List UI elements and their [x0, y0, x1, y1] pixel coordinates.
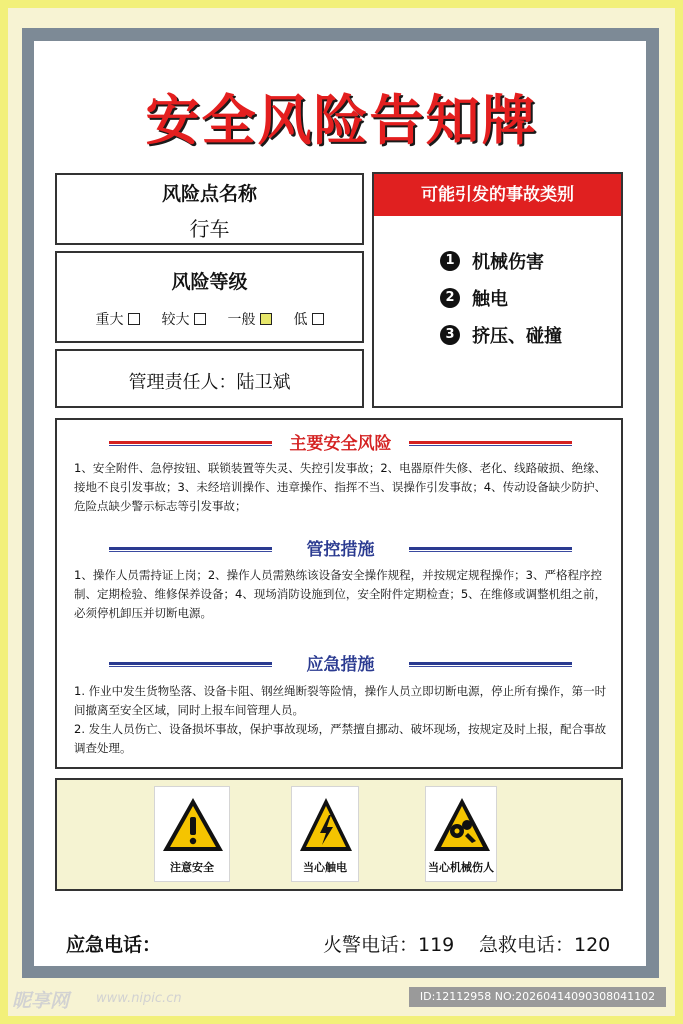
risk-level-label: 风险等级 — [171, 271, 248, 293]
warning-sign — [154, 786, 230, 882]
accident-item-text: 触电 — [472, 288, 508, 310]
level-option-large — [162, 309, 206, 329]
electric-shock-warning-icon — [298, 795, 354, 855]
divider — [409, 547, 572, 552]
divider — [409, 662, 572, 667]
exclamation-warning-icon — [161, 795, 225, 855]
watermark-url: www.nipic.cn — [96, 991, 182, 1006]
level-option-general — [228, 309, 272, 329]
level-checkbox — [128, 313, 140, 325]
number-badge-icon: 2 — [440, 288, 460, 308]
ambulance-phone: 急救电话：120 — [479, 934, 611, 956]
risk-point-label: 风险点名称 — [161, 183, 257, 205]
emergency-measures-text-2: 2. 发生人员伤亡、设备损坏事故，保护事故现场，严禁擅自挪动、破坏现场，按规定及时上报，配合事故调查处理。 — [74, 722, 607, 755]
warning-sign — [291, 786, 359, 882]
control-title: 管控措施 — [306, 540, 375, 560]
divider — [409, 441, 572, 446]
number-badge-icon: 3 — [440, 325, 460, 345]
level-option-major — [96, 309, 140, 329]
emergency-measures-title: 应急措施 — [306, 655, 375, 675]
main-risk-title: 主要安全风险 — [289, 434, 392, 454]
main-risk-text: 1、安全附件、急停按钮、联锁装置等失灵、失控引发事故；2、电器原件失修、老化、线路破损、绝缘、接地不良引发事故；3、未经培训操作、违章操作、指挥不当、误操作引发事故；4、传动设备缺少防护、危险点缺少警示标志等引发事故； — [74, 461, 607, 513]
fire-phone: 火警电话：119 — [323, 934, 455, 956]
warning-sign-label: 注意安全 — [170, 861, 214, 874]
main-risk-header — [57, 432, 621, 456]
level-checkbox — [194, 313, 206, 325]
emergency-phone-label: 应急电话： — [66, 934, 162, 956]
level-checkbox — [312, 313, 324, 325]
warning-signs-box — [55, 778, 623, 891]
accident-item-text: 挤压、碰撞 — [472, 325, 562, 347]
emergency-measures-text-1: 1. 作业中发生货物坠落、设备卡阻、钢丝绳断裂等险情，操作人员立即切断电源，停止所有操作，第一时间撤离至安全区域，同时上报车间管理人员。 — [74, 684, 607, 717]
risk-point-box — [55, 173, 364, 245]
level-option-label: 一般 — [227, 312, 256, 328]
watermark-id: ID:12112958 NO:20260414090308041102 — [409, 987, 666, 1007]
manager-text: 管理责任人：陆卫斌 — [128, 372, 291, 393]
accident-item — [440, 279, 562, 316]
warning-sign-label: 当心触电 — [303, 861, 347, 874]
level-checkbox-checked — [260, 313, 272, 325]
risk-level-box — [55, 251, 364, 343]
risk-point-value: 行车 — [189, 217, 230, 241]
watermark-logo: 昵享网 — [12, 990, 70, 1012]
emergency-measures-header — [57, 653, 621, 677]
control-header — [57, 538, 621, 562]
accident-item-text: 机械伤害 — [472, 251, 544, 273]
divider — [109, 547, 272, 552]
level-option-label: 重大 — [95, 312, 124, 328]
level-option-low — [294, 309, 324, 329]
divider — [109, 662, 272, 667]
accident-types-box — [372, 172, 623, 408]
accident-item — [440, 316, 562, 353]
manager-box — [55, 349, 364, 408]
warning-sign-label: 当心机械伤人 — [428, 861, 494, 874]
machinery-hazard-warning-icon — [432, 795, 492, 855]
accident-types-title: 可能引发的事故类别 — [374, 174, 621, 216]
divider — [109, 441, 272, 446]
number-badge-icon: 1 — [440, 251, 460, 271]
risk-level-options — [57, 309, 362, 329]
warning-sign — [425, 786, 497, 882]
level-option-label: 较大 — [161, 312, 190, 328]
page-title: 安全风险告知牌 — [145, 89, 538, 152]
accident-types-list — [440, 242, 562, 353]
control-text: 1、操作人员需持证上岗；2、操作人员需熟练该设备安全操作规程，并按规定规程操作；3、严格程序控制、定期检验、维修保养设备；4、现场消防设施到位，安全附件定期检查；5、在维修或调整机组之前，必须停机卸压并切断电源。 — [74, 568, 607, 620]
risk-details-box — [55, 418, 623, 769]
accident-item — [440, 242, 562, 279]
level-option-label: 低 — [293, 312, 308, 328]
